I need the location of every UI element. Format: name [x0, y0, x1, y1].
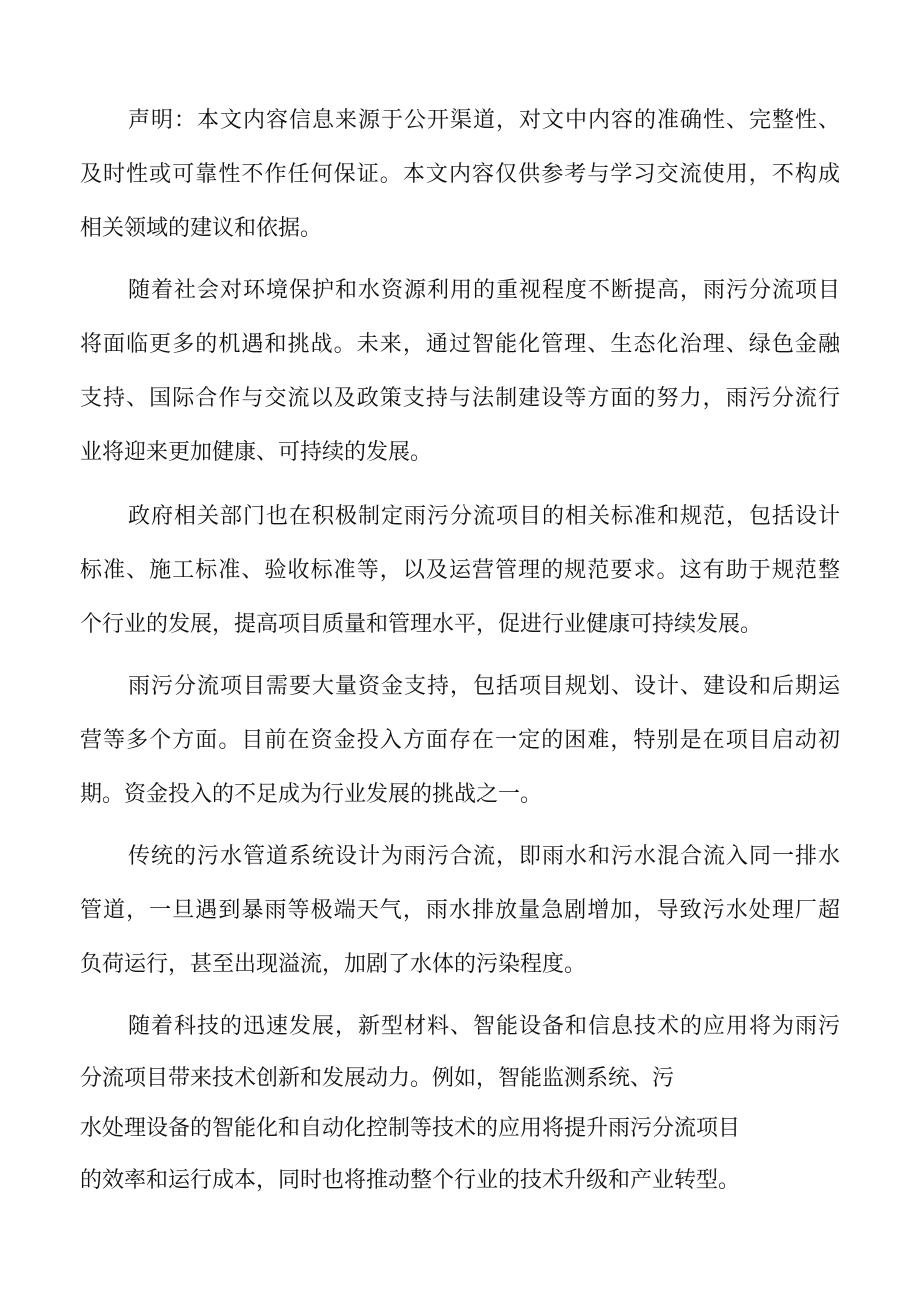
funding-paragraph: [80, 660, 840, 822]
paragraph-line: 支持、国际合作与交流以及政策支持与法制建设等方面的努力，雨污分流行: [80, 386, 840, 411]
paragraph-line: 相关领域的建议和依据。: [80, 216, 323, 241]
paragraph-line: 标准、施工标准、验收标准等，以及运营管理的规范要求。这有助于规范整: [80, 558, 840, 583]
disclaimer-paragraph: [80, 94, 840, 256]
paragraph-line: 政府相关部门也在积极制定雨污分流项目的相关标准和规范，包括设计: [128, 504, 840, 529]
paragraph-line: 水处理设备的智能化和自动化控制等技术的应用将提升雨污分流项目: [80, 1116, 741, 1141]
paragraph-line: 营等多个方面。目前在资金投入方面存在一定的困难，特别是在项目启动初: [80, 728, 840, 753]
paragraph-line: 分流项目带来技术创新和发展动力。例如，智能监测系统、污: [80, 1066, 675, 1091]
paragraph-line: 负荷运行，甚至出现溢流，加剧了水体的污染程度。: [80, 952, 587, 977]
combined-sewer-paragraph: [80, 830, 840, 992]
paragraph-line: 随着科技的迅速发展，新型材料、智能设备和信息技术的应用将为雨污: [128, 1014, 840, 1039]
paragraph-line: 个行业的发展，提高项目质量和管理水平，促进行业健康可持续发展。: [80, 612, 763, 637]
future-outlook-paragraph: [80, 264, 840, 480]
paragraph-line: 将面临更多的机遇和挑战。未来，通过智能化管理、生态化治理、绿色金融: [80, 332, 840, 357]
paragraph-line: 传统的污水管道系统设计为雨污合流，即雨水和污水混合流入同一排水: [128, 844, 840, 869]
paragraph-line: 管道，一旦遇到暴雨等极端天气，雨水排放量急剧增加，导致污水处理厂超: [80, 898, 840, 923]
paragraph-line: 声明：本文内容信息来源于公开渠道，对文中内容的准确性、完整性、: [128, 108, 840, 133]
paragraph-line: 业将迎来更加健康、可持续的发展。: [80, 440, 433, 465]
technology-paragraph: [80, 1000, 840, 1208]
standards-paragraph: [80, 490, 840, 652]
paragraph-line: 期。资金投入的不足成为行业发展的挑战之一。: [80, 782, 543, 807]
paragraph-line: 的效率和运行成本，同时也将推动整个行业的技术升级和产业转型。: [80, 1168, 741, 1193]
paragraph-line: 雨污分流项目需要大量资金支持，包括项目规划、设计、建设和后期运: [128, 674, 840, 699]
paragraph-line: 随着社会对环境保护和水资源利用的重视程度不断提高，雨污分流项目: [128, 278, 840, 303]
paragraph-line: 及时性或可靠性不作任何保证。本文内容仅供参考与学习交流使用，不构成: [80, 162, 840, 187]
